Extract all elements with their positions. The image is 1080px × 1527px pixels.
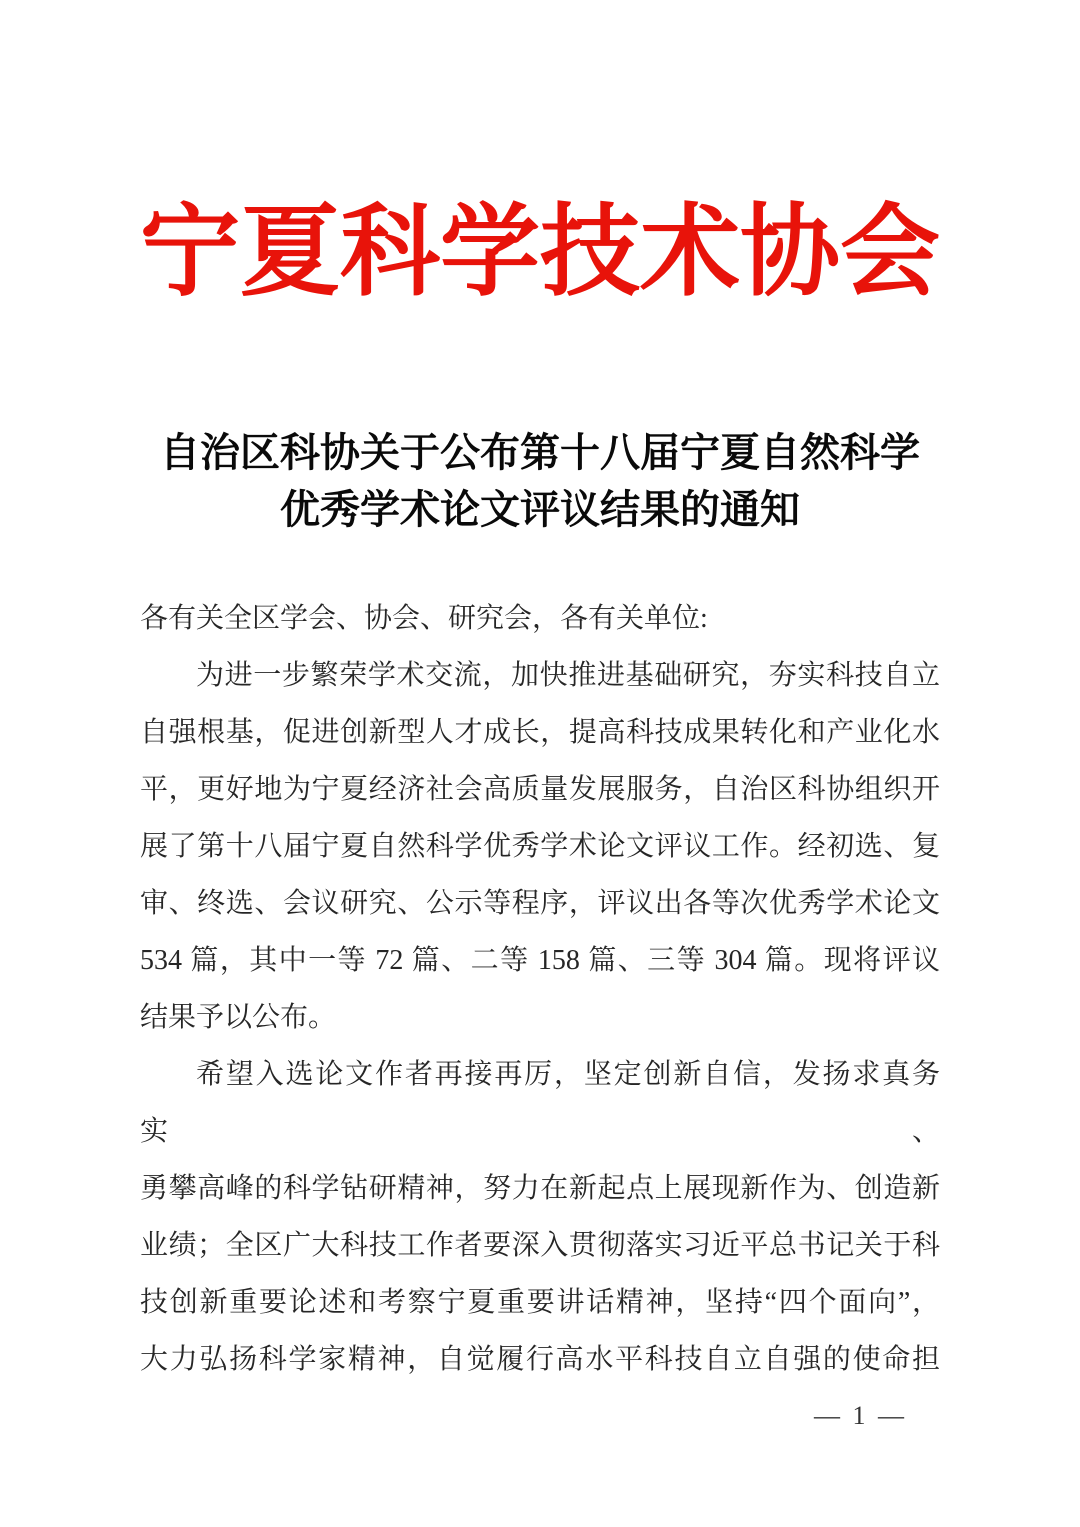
body-line: 业绩；全区广大科技工作者要深入贯彻落实习近平总书记关于科 bbox=[140, 1230, 940, 1261]
body-line: 结果予以公布。 bbox=[140, 1002, 337, 1033]
body-line: 展了第十八届宁夏自然科学优秀学术论文评议工作。经初选、复 bbox=[140, 831, 940, 862]
body-line: 平，更好地为宁夏经济社会高质量发展服务，自治区科协组织开 bbox=[140, 774, 940, 805]
body-line: 534 篇，其中一等 72 篇、二等 158 篇、三等 304 篇。现将评议 bbox=[140, 945, 940, 976]
notice-title-line1: 自治区科协关于公布第十八届宁夏自然科学 bbox=[160, 430, 920, 475]
org-name-header: 宁夏科学技术协会 bbox=[140, 197, 940, 308]
notice-body bbox=[140, 590, 940, 1388]
notice-title-line2: 优秀学术论文评议结果的通知 bbox=[280, 487, 800, 532]
body-line: 各有关全区学会、协会、研究会，各有关单位: bbox=[140, 603, 708, 634]
page-number: — 1 — bbox=[814, 1401, 907, 1430]
body-line: 为进一步繁荣学术交流，加快推进基础研究，夯实科技自立 bbox=[196, 660, 940, 691]
body-line: 勇攀高峰的科学钻研精神，努力在新起点上展现新作为、创造新 bbox=[140, 1173, 940, 1204]
body-line: 技创新重要论述和考察宁夏重要讲话精神，坚持“四个面向”， bbox=[140, 1287, 940, 1318]
notice-title bbox=[0, 424, 1080, 538]
body-line: 大力弘扬科学家精神，自觉履行高水平科技自立自强的使命担 bbox=[140, 1344, 940, 1375]
body-line: 希望入选论文作者再接再厉，坚定创新自信，发扬求真务实、 bbox=[140, 1059, 940, 1147]
body-line: 审、终选、会议研究、公示等程序，评议出各等次优秀学术论文 bbox=[140, 888, 940, 919]
body-line: 自强根基，促进创新型人才成长，提高科技成果转化和产业化水 bbox=[140, 717, 940, 748]
